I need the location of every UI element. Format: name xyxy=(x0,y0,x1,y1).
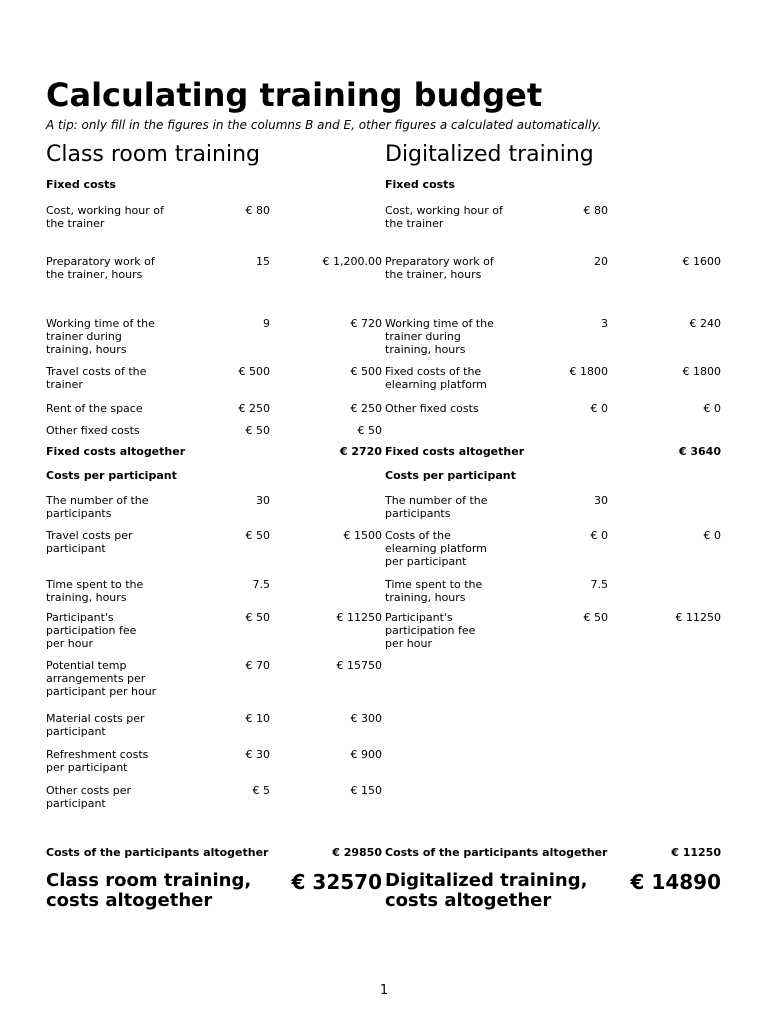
classroom-prow-total: € 900 xyxy=(350,748,382,761)
classroom-prow-input[interactable]: € 50 xyxy=(245,529,270,542)
classroom-prow-total: € 15750 xyxy=(336,659,382,672)
classroom-row-total: € 250 xyxy=(350,402,382,415)
digital-fixed-total: € 3640 xyxy=(678,445,721,458)
digital-row-label: Fixed costs of the elearning platform xyxy=(385,365,487,391)
classroom-grand-total: € 32570 xyxy=(291,870,382,894)
digital-row-label: Preparatory work of the trainer, hours xyxy=(385,255,494,281)
classroom-row-label: Other fixed costs xyxy=(46,424,140,437)
page-number: 1 xyxy=(379,983,389,998)
digital-prow-label: The number of the participants xyxy=(385,494,488,520)
classroom-row-total: € 720 xyxy=(350,317,382,330)
classroom-prow-label: Refreshment costs per participant xyxy=(46,748,149,774)
digital-row-label: Cost, working hour of the trainer xyxy=(385,204,503,230)
classroom-prow-input[interactable]: € 5 xyxy=(252,784,270,797)
classroom-row-input[interactable]: 15 xyxy=(256,255,270,268)
digital-prow-input[interactable]: 30 xyxy=(594,494,608,507)
classroom-row-label: Working time of the trainer during training, hours xyxy=(46,317,155,356)
classroom-prow-input[interactable]: 30 xyxy=(256,494,270,507)
classroom-prow-label: Other costs per participant xyxy=(46,784,132,810)
classroom-prow-total: € 1500 xyxy=(343,529,382,542)
digital-row-input[interactable]: € 80 xyxy=(583,204,608,217)
classroom-prow-total: € 300 xyxy=(350,712,382,725)
digital-row-total: € 0 xyxy=(703,402,721,415)
classroom-row-label: Travel costs of the trainer xyxy=(46,365,147,391)
classroom-prow-label: Participant's participation fee per hour xyxy=(46,611,137,650)
classroom-fixed-total-label: Fixed costs altogether xyxy=(46,445,186,458)
classroom-prow-label: Potential temp arrangements per participant per hour xyxy=(46,659,157,698)
classroom-prow-label: The number of the participants xyxy=(46,494,149,520)
digital-row-total: € 240 xyxy=(689,317,721,330)
classroom-row-input[interactable]: € 80 xyxy=(245,204,270,217)
digital-row-input[interactable]: 3 xyxy=(601,317,608,330)
classroom-prow-input[interactable]: € 10 xyxy=(245,712,270,725)
classroom-row-label: Cost, working hour of the trainer xyxy=(46,204,164,230)
digital-participants-total-label: Costs of the participants altogether xyxy=(385,846,608,859)
digital-prow-total: € 11250 xyxy=(675,611,721,624)
digital-row-input[interactable]: € 0 xyxy=(590,402,608,415)
classroom-prow-input[interactable]: € 30 xyxy=(245,748,270,761)
classroom-participants-total-label: Costs of the participants altogether xyxy=(46,846,269,859)
classroom-row-total: € 50 xyxy=(357,424,382,437)
classroom-grand-label: Class room training, costs altogether xyxy=(46,870,252,911)
classroom-heading: Class room training xyxy=(46,142,261,167)
classroom-row-input[interactable]: € 500 xyxy=(238,365,270,378)
classroom-row-total: € 1,200.00 xyxy=(322,255,382,268)
classroom-row-input[interactable]: € 50 xyxy=(245,424,270,437)
classroom-prow-input[interactable]: 7.5 xyxy=(252,578,270,591)
digital-prow-input[interactable]: € 50 xyxy=(583,611,608,624)
classroom-prow-label: Time spent to the training, hours xyxy=(46,578,144,604)
digital-fixed-heading: Fixed costs xyxy=(385,178,455,191)
digital-row-total: € 1800 xyxy=(682,365,721,378)
digital-prow-label: Time spent to the training, hours xyxy=(385,578,483,604)
classroom-prow-label: Material costs per participant xyxy=(46,712,145,738)
digital-prow-total: € 0 xyxy=(703,529,721,542)
classroom-row-input[interactable]: 9 xyxy=(263,317,270,330)
classroom-fixed-heading: Fixed costs xyxy=(46,178,116,191)
digital-prow-input[interactable]: € 0 xyxy=(590,529,608,542)
digital-row-label: Other fixed costs xyxy=(385,402,479,415)
classroom-row-total: € 500 xyxy=(350,365,382,378)
digital-row-input[interactable]: € 1800 xyxy=(569,365,608,378)
classroom-fixed-total: € 2720 xyxy=(339,445,382,458)
digital-grand-total: € 14890 xyxy=(630,870,721,894)
classroom-row-label: Preparatory work of the trainer, hours xyxy=(46,255,155,281)
digital-prow-input[interactable]: 7.5 xyxy=(590,578,608,591)
digital-prow-label: Participant's participation fee per hour xyxy=(385,611,476,650)
digital-row-label: Working time of the trainer during training, hours xyxy=(385,317,494,356)
digital-row-total: € 1600 xyxy=(682,255,721,268)
classroom-prow-input[interactable]: € 70 xyxy=(245,659,270,672)
digital-row-input[interactable]: 20 xyxy=(594,255,608,268)
tip-text: A tip: only fill in the figures in the columns B and E, other figures a calculated automatically. xyxy=(46,118,602,132)
classroom-prow-label: Travel costs per participant xyxy=(46,529,133,555)
classroom-row-input[interactable]: € 250 xyxy=(238,402,270,415)
classroom-prow-total: € 150 xyxy=(350,784,382,797)
digital-fixed-total-label: Fixed costs altogether xyxy=(385,445,525,458)
classroom-participant-heading: Costs per participant xyxy=(46,469,177,482)
digital-participants-total: € 11250 xyxy=(671,846,721,859)
classroom-prow-input[interactable]: € 50 xyxy=(245,611,270,624)
classroom-prow-total: € 11250 xyxy=(336,611,382,624)
digital-prow-label: Costs of the elearning platform per participant xyxy=(385,529,487,568)
digital-grand-label: Digitalized training, costs altogether xyxy=(385,870,588,911)
classroom-row-label: Rent of the space xyxy=(46,402,143,415)
page-title: Calculating training budget xyxy=(46,76,543,114)
digital-heading: Digitalized training xyxy=(385,142,594,167)
classroom-participants-total: € 29850 xyxy=(332,846,382,859)
digital-participant-heading: Costs per participant xyxy=(385,469,516,482)
